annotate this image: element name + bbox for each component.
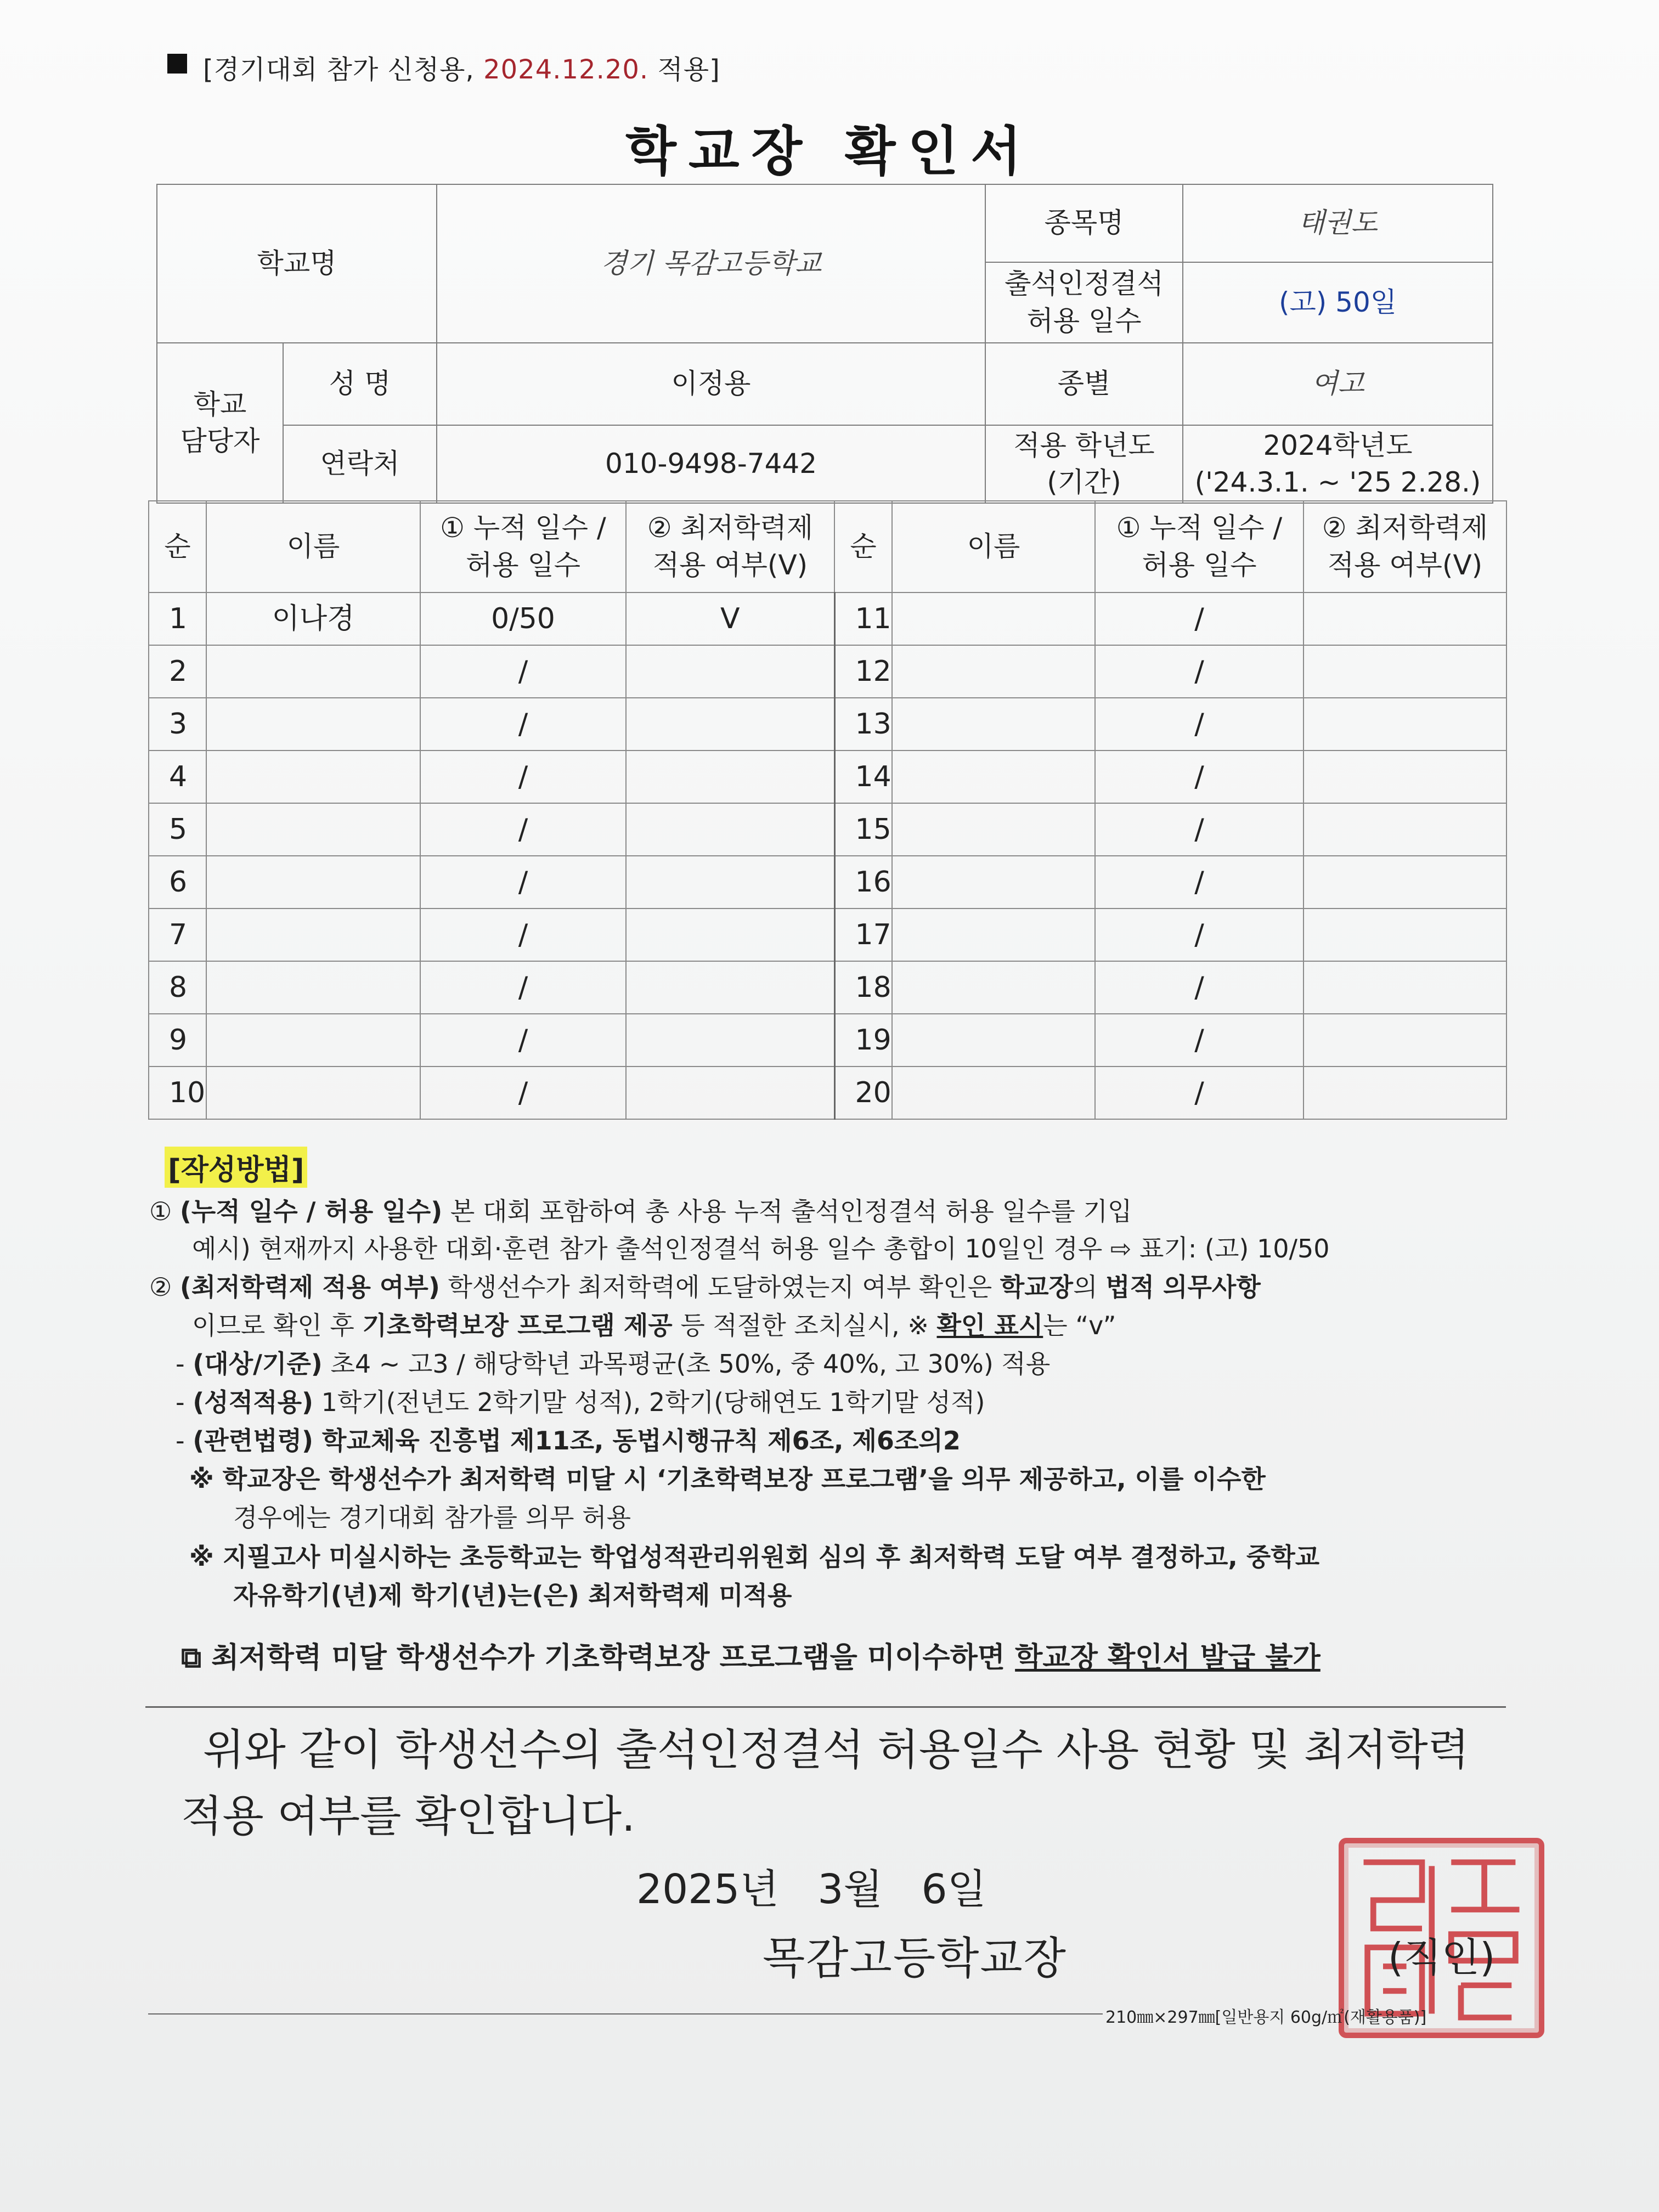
student-name-right xyxy=(892,1066,1095,1119)
days-cell-right: / xyxy=(1095,645,1304,698)
min-academic-cell-left xyxy=(626,1066,834,1119)
min-academic-cell-left xyxy=(626,751,834,803)
gender-label: 종별 xyxy=(985,343,1183,425)
row-number-left: 10 xyxy=(149,1066,206,1119)
student-name-left xyxy=(206,1014,420,1066)
days-cell-left: / xyxy=(420,803,626,856)
table-row xyxy=(149,698,1506,751)
table-row xyxy=(149,856,1506,909)
row-number-left: 8 xyxy=(149,961,206,1014)
bullet-square-icon xyxy=(167,54,187,74)
student-name-left xyxy=(206,909,420,961)
row-number-right: 13 xyxy=(834,698,892,751)
days-cell-right: / xyxy=(1095,751,1304,803)
min-academic-cell-right xyxy=(1304,592,1506,645)
days-cell-left: 0/50 xyxy=(420,592,626,645)
paper-spec-note: 210㎜×297㎜[일반용지 60g/㎡(재활용품)] xyxy=(1105,2008,1427,2027)
row-number-right: 11 xyxy=(834,592,892,645)
days-cell-right: / xyxy=(1095,592,1304,645)
days-cell-right: / xyxy=(1095,1014,1304,1066)
days-cell-right: / xyxy=(1095,1066,1304,1119)
document-title: 학교장 확인서 xyxy=(625,121,1034,182)
days-cell-left: / xyxy=(420,698,626,751)
days-cell-left: / xyxy=(420,645,626,698)
row-number-right: 17 xyxy=(834,909,892,961)
days-cell-left: / xyxy=(420,961,626,1014)
min-academic-cell-left xyxy=(626,803,834,856)
min-academic-cell-right xyxy=(1304,1014,1506,1066)
attendance-label: 출석인정결석 허용 일수 xyxy=(985,262,1183,343)
bottom-rule xyxy=(148,2013,1103,2015)
row-number-left: 3 xyxy=(149,698,206,751)
days-cell-right: / xyxy=(1095,909,1304,961)
row-number-left: 2 xyxy=(149,645,206,698)
student-name-left xyxy=(206,856,420,909)
student-name-left xyxy=(206,803,420,856)
student-name-left xyxy=(206,961,420,1014)
col-days-left: ① 누적 일수 / 허용 일수 xyxy=(420,501,626,592)
min-academic-cell-right xyxy=(1304,698,1506,751)
row-number-left: 1 xyxy=(149,592,206,645)
student-name-right xyxy=(892,961,1095,1014)
method-note-2-line2: 자유학기(년)제 학기(년)는(은) 최저학력제 미적용 xyxy=(233,1581,792,1610)
days-cell-right: / xyxy=(1095,698,1304,751)
student-name-right xyxy=(892,645,1095,698)
method-note-1-line2: 경우에는 경기대회 참가를 의무 허용 xyxy=(233,1503,631,1532)
student-name-right xyxy=(892,698,1095,751)
method-item-2: ② (최저학력제 적용 여부) 학생선수가 최저학력에 도달하였는지 여부 확인은 학교장의 법적 의무사항 xyxy=(149,1272,1261,1302)
table-row xyxy=(149,592,1506,645)
col-min-right: ② 최저학력제 적용 여부(V) xyxy=(1304,501,1506,592)
table-row xyxy=(149,909,1506,961)
confirmation-statement: 위와 같이 학생선수의 출석인정결석 허용일수 사용 현황 및 최저학력 적용 여부를 확인합니다. xyxy=(181,1725,1470,1841)
student-name-left xyxy=(206,645,420,698)
divider xyxy=(145,1706,1506,1708)
student-name-left: 이나경 xyxy=(206,592,420,645)
seal-label: (직인) xyxy=(1388,1934,1496,1980)
header-note-date: 2024.12.20. xyxy=(483,54,649,85)
student-name-left xyxy=(206,751,420,803)
col-seq-right: 순 xyxy=(834,501,892,592)
table-row xyxy=(149,1066,1506,1119)
method-dash-1: - (대상/기준) 초4 ~ 고3 / 해당학년 과목평균(초 50%, 중 40%, 고 30%) 적용 xyxy=(176,1349,1051,1379)
table-row xyxy=(149,645,1506,698)
row-number-right: 20 xyxy=(834,1066,892,1119)
header-note: [경기대회 참가 신청용, 2024.12.20. 적용] xyxy=(203,54,720,85)
student-name-right xyxy=(892,751,1095,803)
days-cell-left: / xyxy=(420,751,626,803)
contact-value: 010-9498-7442 xyxy=(437,425,985,503)
method-item-2-line2: 이므로 확인 후 기초학력보장 프로그램 제공 등 적절한 조치실시, ※ 확인 표시는 “v” xyxy=(192,1311,1116,1340)
min-academic-cell-right xyxy=(1304,645,1506,698)
student-name-right xyxy=(892,856,1095,909)
manager-label: 학교 담당자 xyxy=(157,343,283,503)
method-dash-2: - (성적적용) 1학기(전년도 2학기말 성적), 2학기(당해연도 1학기말 성적) xyxy=(176,1387,985,1417)
method-heading: [작성방법] xyxy=(165,1147,307,1188)
min-academic-cell-left: V xyxy=(626,592,834,645)
min-academic-cell-right xyxy=(1304,1066,1506,1119)
method-note-1-line1: ※ 학교장은 학생선수가 최저학력 미달 시 ‘기초학력보장 프로그램’을 의무 제공하고, 이를 이수한 xyxy=(189,1464,1266,1494)
name-label: 성 명 xyxy=(283,343,437,425)
arrow-box-icon: ⧉ xyxy=(181,1641,202,1674)
days-cell-left: / xyxy=(420,1014,626,1066)
min-academic-cell-right xyxy=(1304,856,1506,909)
col-name-left: 이름 xyxy=(206,501,420,592)
student-name-right xyxy=(892,592,1095,645)
row-number-right: 19 xyxy=(834,1014,892,1066)
row-number-right: 18 xyxy=(834,961,892,1014)
gender-value: 여고 xyxy=(1183,343,1493,425)
final-warning: ⧉ 최저학력 미달 학생선수가 기초학력보장 프로그램을 미이수하면 학교장 확인서 발급 불가 xyxy=(181,1641,1321,1674)
row-number-right: 16 xyxy=(834,856,892,909)
row-number-right: 14 xyxy=(834,751,892,803)
row-number-left: 4 xyxy=(149,751,206,803)
school-value: 경기 목감고등학교 xyxy=(437,184,985,343)
days-cell-left: / xyxy=(420,856,626,909)
year-value: 2024학년도 ('24.3.1. ~ '25 2.28.) xyxy=(1183,425,1493,503)
method-item-1: ① (누적 일수 / 허용 일수) 본 대회 포함하여 총 사용 누적 출석인정결석 허용 일수를 기입 xyxy=(149,1197,1132,1226)
days-cell-right: / xyxy=(1095,961,1304,1014)
issue-date: 2025년 3월 6일 xyxy=(636,1866,987,1913)
school-label: 학교명 xyxy=(157,184,437,343)
min-academic-cell-left xyxy=(626,961,834,1014)
days-cell-right: / xyxy=(1095,803,1304,856)
student-name-left xyxy=(206,698,420,751)
row-number-left: 6 xyxy=(149,856,206,909)
student-name-left xyxy=(206,1066,420,1119)
student-name-right xyxy=(892,803,1095,856)
min-academic-cell-left xyxy=(626,856,834,909)
info-table xyxy=(156,184,1493,504)
principal-name: 목감고등학교장 xyxy=(763,1933,1067,1984)
col-days-right: ① 누적 일수 / 허용 일수 xyxy=(1095,501,1304,592)
table-row xyxy=(149,751,1506,803)
name-value: 이정용 xyxy=(437,343,985,425)
min-academic-cell-left xyxy=(626,698,834,751)
row-number-left: 9 xyxy=(149,1014,206,1066)
min-academic-cell-left xyxy=(626,909,834,961)
min-academic-cell-left xyxy=(626,645,834,698)
days-cell-left: / xyxy=(420,909,626,961)
method-dash-3: - (관련법령) 학교체육 진흥법 제11조, 동법시행규칙 제6조, 제6조의2 xyxy=(176,1426,961,1455)
event-value: 태권도 xyxy=(1183,184,1493,262)
method-note-2-line1: ※ 지필고사 미실시하는 초등학교는 학업성적관리위원회 심의 후 최저학력 도달 여부 결정하고, 중학교 xyxy=(189,1542,1320,1572)
min-academic-cell-right xyxy=(1304,909,1506,961)
min-academic-cell-right xyxy=(1304,803,1506,856)
event-label: 종목명 xyxy=(985,184,1183,262)
attendance-value: (고) 50일 xyxy=(1183,262,1493,343)
col-seq-left: 순 xyxy=(149,501,206,592)
min-academic-cell-right xyxy=(1304,961,1506,1014)
table-row xyxy=(149,961,1506,1014)
row-number-left: 7 xyxy=(149,909,206,961)
table-row xyxy=(149,803,1506,856)
col-min-left: ② 최저학력제 적용 여부(V) xyxy=(626,501,834,592)
days-cell-right: / xyxy=(1095,856,1304,909)
days-cell-left: / xyxy=(420,1066,626,1119)
contact-label: 연락처 xyxy=(283,425,437,503)
table-row xyxy=(149,1014,1506,1066)
row-number-left: 5 xyxy=(149,803,206,856)
student-list-table xyxy=(148,500,1507,1120)
min-academic-cell-left xyxy=(626,1014,834,1066)
year-label: 적용 학년도 (기간) xyxy=(985,425,1183,503)
student-name-right xyxy=(892,1014,1095,1066)
method-item-1-example: 예시) 현재까지 사용한 대회·훈련 참가 출석인정결석 허용 일수 총합이 10일인 경우 ⇨ 표기: (고) 10/50 xyxy=(192,1234,1330,1263)
col-name-right: 이름 xyxy=(892,501,1095,592)
row-number-right: 15 xyxy=(834,803,892,856)
row-number-right: 12 xyxy=(834,645,892,698)
min-academic-cell-right xyxy=(1304,751,1506,803)
student-name-right xyxy=(892,909,1095,961)
